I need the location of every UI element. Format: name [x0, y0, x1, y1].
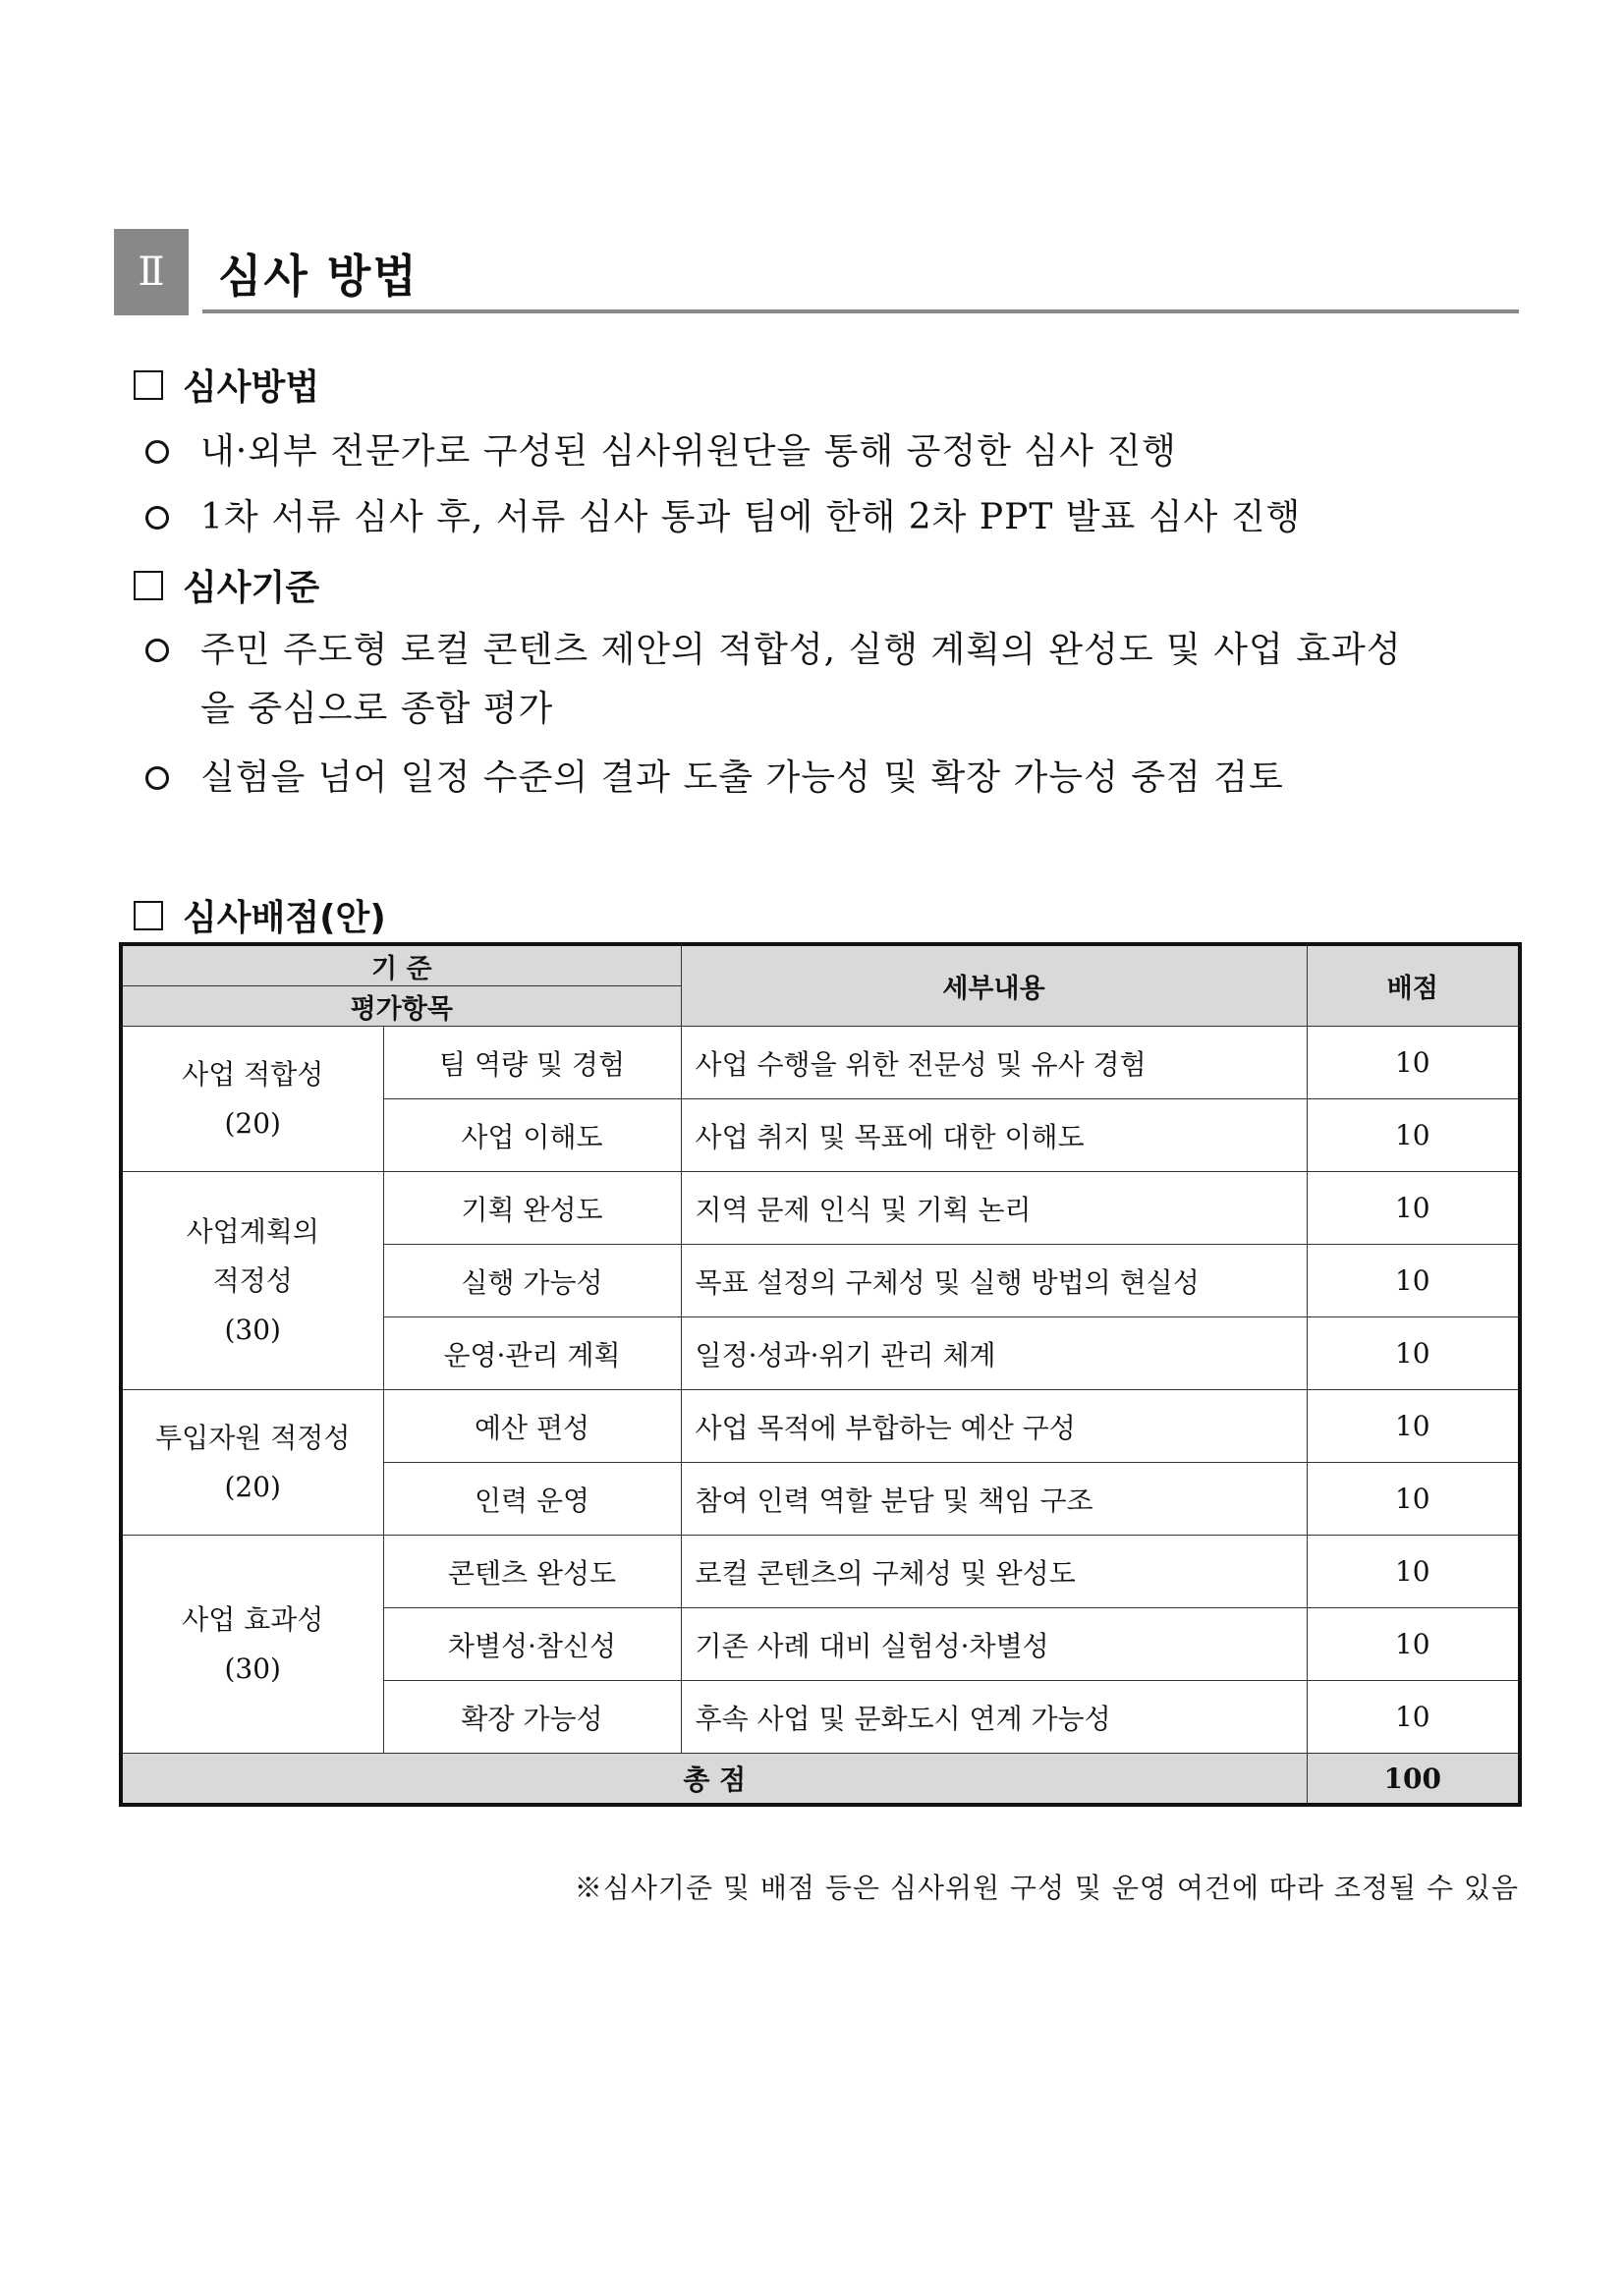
- detail-cell: 후속 사업 및 문화도시 연계 가능성: [681, 1681, 1307, 1754]
- section-header: [114, 229, 1519, 317]
- subsection-score-allocation: [134, 890, 386, 940]
- header-score: 배점: [1307, 944, 1520, 1027]
- total-row: [121, 1754, 1520, 1806]
- table-row: [121, 1027, 1520, 1099]
- circle-bullet-icon: [145, 766, 169, 790]
- bullet-text-continued: 을 중심으로 종합 평가: [200, 689, 554, 729]
- table-row: [121, 1172, 1520, 1245]
- detail-cell: 참여 인력 역할 분담 및 책임 구조: [681, 1463, 1307, 1536]
- section-number: Ⅱ: [114, 229, 189, 315]
- bullet-text: 내·외부 전문가로 구성된 심사위원단을 통해 공정한 심사 진행: [200, 431, 1177, 472]
- bullet-text: 실험을 넘어 일정 수준의 결과 도출 가능성 및 확장 가능성 중점 검토: [200, 757, 1284, 798]
- detail-cell: 사업 목적에 부합하는 예산 구성: [681, 1390, 1307, 1463]
- detail-cell: 사업 수행을 위한 전문성 및 유사 경험: [681, 1027, 1307, 1099]
- item-cell: 인력 운영: [383, 1463, 681, 1536]
- score-cell: 10: [1307, 1099, 1520, 1172]
- footnote: ※심사기준 및 배점 등은 심사위원 구성 및 운영 여건에 따라 조정될 수 있음: [574, 1872, 1519, 1904]
- section-rule: [202, 309, 1519, 313]
- score-table: [119, 942, 1522, 1807]
- table-header-row: [121, 944, 1520, 986]
- header-item: 평가항목: [121, 986, 681, 1027]
- header-criteria: 기 준: [121, 944, 681, 986]
- category-name-continued: 적정성: [212, 1263, 293, 1297]
- header-detail: 세부내용: [681, 944, 1307, 1027]
- item-cell: 실행 가능성: [383, 1245, 681, 1317]
- score-cell: 10: [1307, 1027, 1520, 1099]
- detail-cell: 기존 사례 대비 실험성·차별성: [681, 1608, 1307, 1681]
- section-title: 심사 방법: [218, 250, 419, 303]
- bullet-item: [145, 749, 1521, 808]
- bullet-item: [145, 621, 1521, 739]
- subsection-title: 심사방법: [183, 367, 320, 408]
- category-name: 사업계획의: [186, 1214, 319, 1248]
- circle-bullet-icon: [145, 506, 169, 530]
- subsection-title: 심사배점(안): [183, 898, 386, 938]
- score-cell: 10: [1307, 1390, 1520, 1463]
- table-row: [121, 1390, 1520, 1463]
- subsection-review-criteria: [134, 560, 319, 610]
- category-cell: [121, 1027, 383, 1172]
- score-cell: 10: [1307, 1536, 1520, 1608]
- category-name: 사업 적합성: [182, 1057, 324, 1091]
- category-points: (30): [224, 1313, 281, 1346]
- bullet-text: 1차 서류 심사 후, 서류 심사 통과 팀에 한해 2차 PPT 발표 심사 진행: [200, 497, 1302, 537]
- item-cell: 차별성·참신성: [383, 1608, 681, 1681]
- total-score: 100: [1307, 1754, 1520, 1806]
- table-row: [121, 1536, 1520, 1608]
- circle-bullet-icon: [145, 440, 169, 464]
- total-label: 총 점: [121, 1754, 1307, 1806]
- score-cell: 10: [1307, 1172, 1520, 1245]
- bullet-item: [145, 488, 1521, 547]
- detail-cell: 로컬 콘텐츠의 구체성 및 완성도: [681, 1536, 1307, 1608]
- item-cell: 운영·관리 계획: [383, 1317, 681, 1390]
- detail-cell: 사업 취지 및 목표에 대한 이해도: [681, 1099, 1307, 1172]
- subsection-title: 심사기준: [183, 568, 320, 608]
- bullet-item: [145, 422, 1521, 481]
- item-cell: 기획 완성도: [383, 1172, 681, 1245]
- score-cell: 10: [1307, 1317, 1520, 1390]
- detail-cell: 목표 설정의 구체성 및 실행 방법의 현실성: [681, 1245, 1307, 1317]
- category-name: 사업 효과성: [182, 1602, 324, 1636]
- bullet-text: 주민 주도형 로컬 콘텐츠 제안의 적합성, 실행 계획의 완성도 및 사업 효과성: [200, 630, 1402, 670]
- circle-bullet-icon: [145, 639, 169, 662]
- item-cell: 콘텐츠 완성도: [383, 1536, 681, 1608]
- square-bullet-icon: [134, 571, 163, 600]
- score-cell: 10: [1307, 1681, 1520, 1754]
- score-cell: 10: [1307, 1463, 1520, 1536]
- detail-cell: 지역 문제 인식 및 기획 논리: [681, 1172, 1307, 1245]
- detail-cell: 일정·성과·위기 관리 체계: [681, 1317, 1307, 1390]
- category-points: (20): [224, 1470, 281, 1503]
- square-bullet-icon: [134, 370, 163, 400]
- category-cell: [121, 1172, 383, 1390]
- square-bullet-icon: [134, 901, 163, 930]
- category-cell: [121, 1390, 383, 1536]
- subsection-review-method: [134, 360, 319, 410]
- item-cell: 예산 편성: [383, 1390, 681, 1463]
- score-cell: 10: [1307, 1608, 1520, 1681]
- category-points: (20): [224, 1106, 281, 1140]
- category-name: 투입자원 적정성: [155, 1421, 351, 1454]
- item-cell: 확장 가능성: [383, 1681, 681, 1754]
- category-cell: [121, 1536, 383, 1754]
- score-cell: 10: [1307, 1245, 1520, 1317]
- item-cell: 사업 이해도: [383, 1099, 681, 1172]
- category-points: (30): [224, 1652, 281, 1685]
- item-cell: 팀 역량 및 경험: [383, 1027, 681, 1099]
